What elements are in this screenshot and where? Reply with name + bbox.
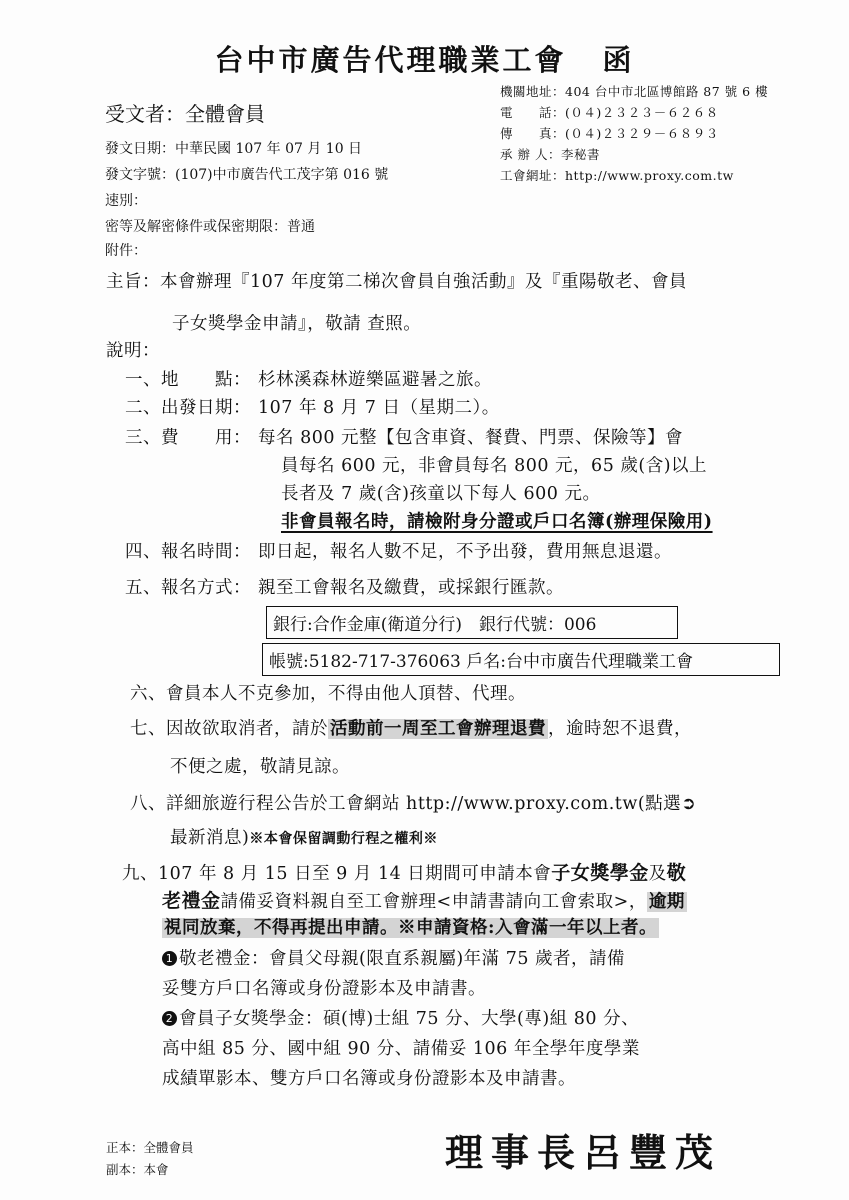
item8-pre: 八、詳細旅遊行程公告於工會網站 http://www.proxy.com.tw(點選 — [130, 794, 682, 814]
org-fax: 傳 真：(０４)２３２９－６８９３ — [500, 126, 719, 141]
bank-account: 帳號:5182-717-376063 戶名:台中市廣告代理職業工會 — [269, 652, 693, 672]
item1-label: 一、地 點： — [125, 370, 251, 390]
reference-number: 發文字號：(107)中市廣告代工茂字第 016 號 — [105, 167, 389, 183]
item3-label: 三、費 用： — [125, 428, 251, 448]
issue-date: 發文日期：中華民國 107 年 07 月 10 日 — [105, 141, 363, 157]
original-recipient: 正本：全體會員 — [106, 1140, 194, 1155]
sub2-line3: 成績單影本、雙方戶口名簿或身份證影本及申請書。 — [162, 1069, 576, 1089]
handler: 承 辦 人：李秘書 — [500, 147, 600, 162]
bank-name: 銀行:合作金庫(衛道分行) 銀行代號：006 — [273, 615, 597, 635]
org-website: 工會網址：http://www.proxy.com.tw — [500, 168, 734, 183]
secrecy-level: 密等及解密條件或保密期限：普通 — [105, 219, 315, 235]
sub1-line1 — [162, 945, 625, 970]
item5-label: 五、報名方式： — [125, 578, 251, 598]
sub1-text1: 敬老禮金：會員父母親(限直系親屬)年滿 75 歲者，請備 — [179, 949, 626, 969]
item3-line2: 員每名 600 元，非會員每名 800 元，65 歲(含)以上 — [281, 456, 708, 476]
item9-elder1: 敬 — [666, 862, 687, 884]
doc-type: 函 — [602, 43, 635, 77]
arrow-icon: ➲ — [681, 794, 697, 814]
sub2-text1: 會員子女獎學金：碩(博)士組 75 分、大學(專)組 80 分、 — [179, 1009, 640, 1029]
item9-line2 — [162, 886, 687, 913]
number-1-icon: 1 — [162, 951, 177, 966]
item8-note: ※本會保留調動行程之權利※ — [249, 831, 438, 847]
sub2-line1 — [162, 1005, 639, 1030]
subject-line2: 子女獎學金申請』，敬請 查照。 — [172, 314, 422, 334]
chairman-signature: 理事長呂豐茂 — [445, 1130, 722, 1175]
item3-line3: 長者及 7 歲(含)孩童以下每人 600 元。 — [281, 484, 601, 504]
subject-line1: 主旨：本會辦理『107 年度第二梯次會員自強活動』及『重陽敬老、會員 — [106, 272, 687, 292]
item9-elder2: 老禮金 — [162, 890, 221, 912]
item8-latest: 最新消息) — [170, 828, 250, 848]
item8-line2 — [170, 824, 438, 849]
item5-text: 親至工會報名及繳費，或採銀行匯款。 — [258, 578, 564, 598]
item9-a: 九、107 年 8 月 15 日至 9 月 14 日期間可申請本會 — [122, 864, 552, 884]
item7-pre: 七、因故欲取消者，請於 — [130, 719, 328, 739]
item3-line1: 每名 800 元整【包含車資、餐費、門票、保險等】會 — [258, 428, 684, 448]
bank-account-box — [262, 643, 780, 676]
bank-info-box — [266, 606, 678, 639]
item6-text: 六、會員本人不克參加，不得由他人頂替、代理。 — [130, 684, 526, 704]
item3-line4: 非會員報名時，請檢附身分證或戶口名簿(辦理保險用) — [281, 512, 713, 532]
item4-text: 即日起，報名人數不足，不予出發，費用無息退還。 — [258, 542, 672, 562]
org-address: 機關地址：404 台中市北區博館路 87 號 6 樓 — [500, 84, 769, 99]
speed-class: 速別： — [105, 193, 147, 209]
sub1-line2: 妥雙方戶口名簿或身份證影本及申請書。 — [162, 979, 486, 999]
item9-g: 逾期 — [648, 892, 685, 912]
item9-line1 — [122, 858, 686, 885]
item7-line1 — [130, 715, 692, 740]
item8-line1 — [130, 790, 696, 815]
item2-label: 二、出發日期： — [125, 398, 251, 418]
copy-recipient: 副本：本會 — [106, 1162, 169, 1177]
item9-scholarship: 子女獎學金 — [551, 862, 649, 884]
document-title — [0, 38, 849, 79]
attachment: 附件： — [105, 243, 147, 259]
item9-h: 視同放棄，不得再提出申請。※申請資格:入會滿一年以上者。 — [164, 918, 657, 938]
sub2-line2: 高中組 85 分、國中組 90 分、請備妥 106 年全學年度學業 — [162, 1039, 640, 1059]
item7-post: ，逾時恕不退費， — [548, 719, 692, 739]
item9-and: 及 — [648, 864, 667, 884]
item4-label: 四、報名時間： — [125, 542, 251, 562]
item2-text: 107 年 8 月 7 日（星期二）。 — [258, 398, 500, 418]
recipient: 受文者：全體會員 — [105, 102, 265, 126]
item1-text: 杉林溪森林遊樂區避暑之旅。 — [258, 370, 492, 390]
item7-line2: 不便之處，敬請見諒。 — [170, 757, 350, 777]
explanation-label: 說明： — [106, 341, 160, 361]
item7-highlight: 活動前一周至工會辦理退費 — [330, 719, 546, 739]
org-phone: 電 話：(０４)２３２３－６２６８ — [500, 105, 719, 120]
org-name: 台中市廣告代理職業工會 — [214, 43, 567, 77]
item9-f: 請備妥資料親自至工會辦理<申請書請向工會索取>， — [220, 892, 647, 912]
item9-line3 — [162, 914, 659, 939]
number-2-icon: 2 — [162, 1011, 177, 1026]
